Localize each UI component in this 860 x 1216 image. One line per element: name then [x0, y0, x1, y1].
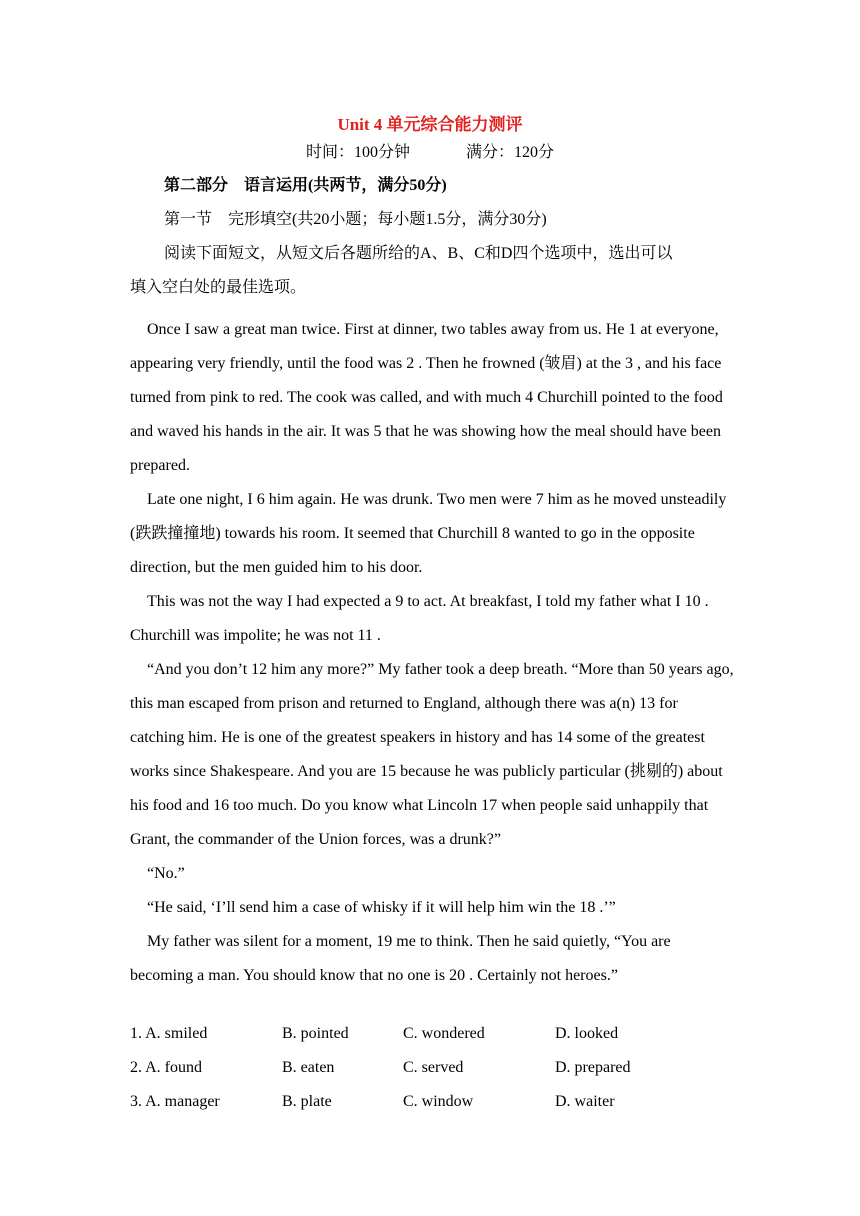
option-row — [130, 1021, 730, 1055]
exam-info — [0, 139, 860, 162]
paragraph: “He said, ‘I’ll send him a case of whisky if it will help him win the 18 .’” — [147, 899, 616, 916]
time-limit: 时间：100分钟 — [305, 144, 410, 161]
option-d: D. prepared — [555, 1059, 631, 1076]
paragraph: Late one night, I 6 him again. He was drunk. Two men were 7 him as he moved unsteadily (跌跌撞撞地) towards his room. It seemed that Churchill 8 wanted to go in the opposite direction, but the men guided him to his door. — [130, 491, 727, 576]
page-title: Unit 4 单元综合能力测评 — [337, 115, 523, 134]
option-c: C. window — [403, 1093, 474, 1110]
answer-options — [130, 1021, 730, 1123]
option-a: 1. A. smiled — [130, 1025, 208, 1042]
paragraph: Once I saw a great man twice. First at dinner, two tables away from us. He 1 at everyone, appearing very friendly, until the food was 2 . Then he frowned (皱眉) at the 3 , and his face turned from pink to red. The cook was called, and with much 4 Churchill pointed to the food and waved his hands in the air. It was 5 that he was showing how the meal should have been prepared. — [130, 321, 723, 474]
option-b: B. plate — [282, 1093, 332, 1110]
paragraph: My father was silent for a moment, 19 me to think. Then he said quietly, “You are becoming a man. You should know that no one is 20 . Certainly not heroes.” — [130, 933, 671, 984]
instruction-line-2: 填入空白处的最佳选项。 — [130, 279, 307, 296]
paragraph: This was not the way I had expected a 9 to act. At breakfast, I told my father what I 10 . Churchill was impolite; he was not 11 . — [130, 593, 709, 644]
option-b: B. eaten — [282, 1059, 335, 1076]
option-row — [130, 1089, 730, 1123]
subsection-heading: 第一节 完形填空(共20小题；每小题1.5分，满分30分) — [164, 211, 547, 228]
paragraph: “No.” — [147, 865, 185, 882]
option-d: D. looked — [555, 1025, 619, 1042]
cloze-passage — [130, 313, 735, 993]
option-b: B. pointed — [282, 1025, 349, 1042]
full-score: 满分：120分 — [466, 144, 555, 161]
option-d: D. waiter — [555, 1093, 615, 1110]
option-c: C. served — [403, 1059, 464, 1076]
option-c: C. wondered — [403, 1025, 485, 1042]
section-heading: 第二部分 语言运用(共两节，满分50分) — [164, 177, 447, 194]
instruction-line-1: 阅读下面短文，从短文后各题所给的A、B、C和D四个选项中，选出可以 — [164, 245, 673, 262]
option-a: 2. A. found — [130, 1059, 202, 1076]
paragraph: “And you don’t 12 him any more?” My father took a deep breath. “More than 50 years ago, this man escaped from prison and returned to England, although there was a(n) 13 for catching him. He is one of the greatest speakers in history and has 14 some of the greatest works since Shakespeare. And you are 15 because he was publicly particular (挑剔的) about his food and 16 too much. Do you know what Lincoln 17 when people said unhappily that Grant, the commander of the Union forces, was a drunk?” — [130, 661, 734, 848]
option-row — [130, 1055, 730, 1089]
option-a: 3. A. manager — [130, 1093, 220, 1110]
